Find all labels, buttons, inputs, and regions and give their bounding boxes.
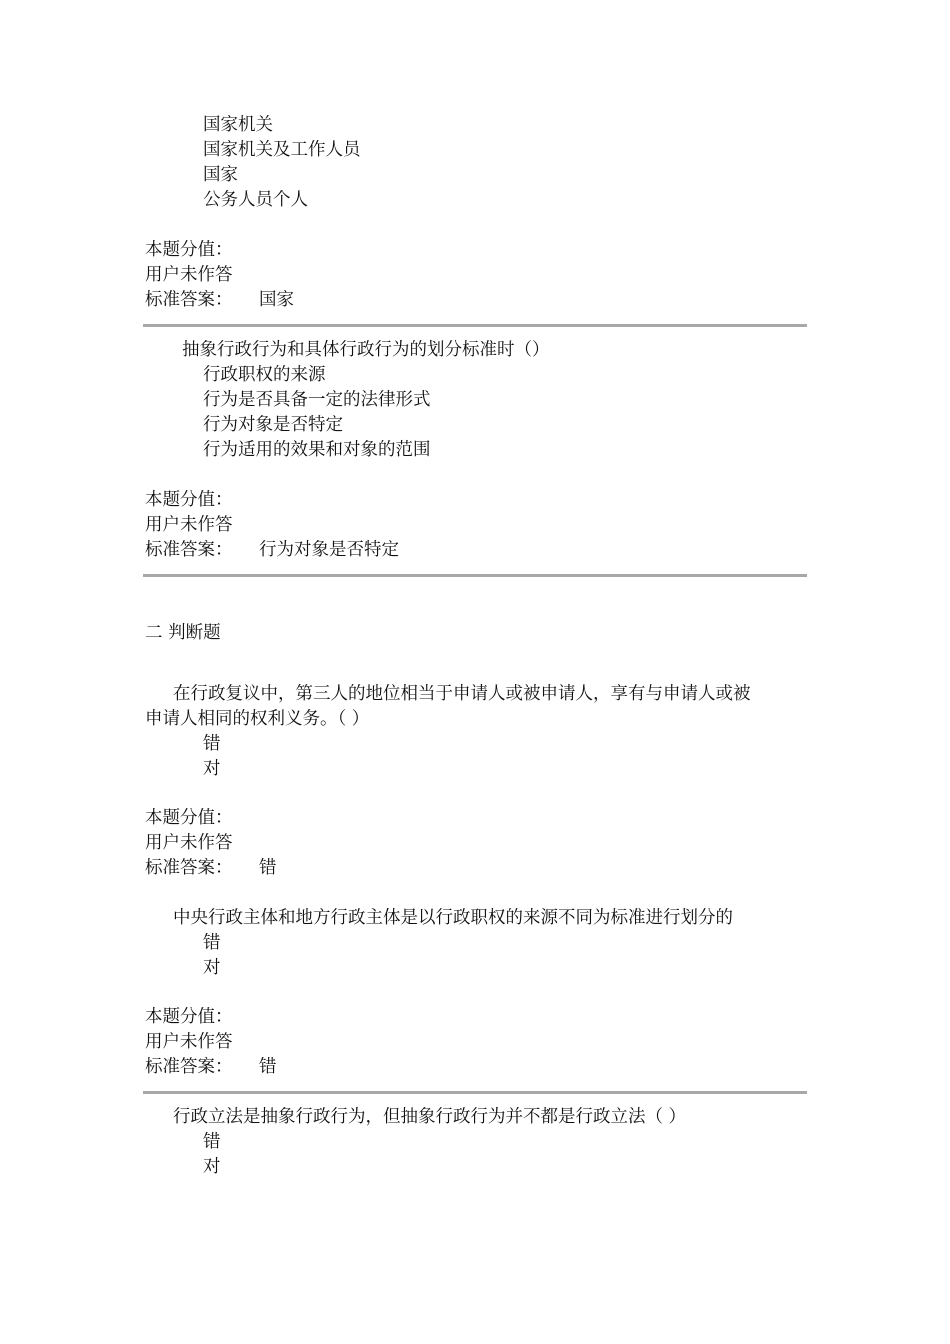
score-label: 本题分值：	[145, 808, 233, 828]
option-wrong[interactable]: 错	[203, 1132, 221, 1152]
option-wrong[interactable]: 错	[203, 734, 221, 754]
standard-answer-row	[145, 538, 399, 562]
option-effect-scope[interactable]: 行为适用的效果和对象的范围	[203, 440, 431, 460]
divider	[143, 574, 807, 577]
standard-answer-value: 国家	[259, 290, 294, 310]
section-title: 二 判断题	[145, 623, 221, 643]
option-civil-servant[interactable]: 公务人员个人	[203, 190, 308, 210]
standard-answer-value: 错	[259, 858, 277, 878]
score-label: 本题分值：	[145, 1007, 233, 1027]
standard-answer-label: 标准答案：	[145, 1057, 233, 1077]
user-status: 用户未作答	[145, 515, 233, 535]
option-state[interactable]: 国家	[203, 165, 238, 185]
standard-answer-row	[145, 1055, 277, 1079]
standard-answer-label: 标准答案：	[145, 540, 233, 560]
option-source-of-power[interactable]: 行政职权的来源	[203, 365, 326, 385]
user-status: 用户未作答	[145, 833, 233, 853]
question-stem-line2: 申请人相同的权利义务。（ ）	[145, 709, 370, 729]
option-object-specific[interactable]: 行为对象是否特定	[203, 415, 343, 435]
option-state-organ[interactable]: 国家机关	[203, 115, 273, 135]
standard-answer-value: 错	[259, 1057, 277, 1077]
question-stem: 行政立法是抽象行政行为，但抽象行政行为并不都是行政立法（ ）	[173, 1107, 687, 1127]
standard-answer-label: 标准答案：	[145, 858, 233, 878]
question-stem-line1: 在行政复议中，第三人的地位相当于申请人或被申请人，享有与申请人或被	[173, 684, 751, 704]
question-stem: 抽象行政行为和具体行政行为的划分标准时（）	[182, 340, 550, 360]
option-right[interactable]: 对	[203, 958, 221, 978]
score-label: 本题分值：	[145, 490, 233, 510]
standard-answer-row	[145, 288, 294, 312]
divider	[143, 324, 807, 327]
user-status: 用户未作答	[145, 265, 233, 285]
divider	[143, 1091, 807, 1094]
question-stem: 中央行政主体和地方行政主体是以行政职权的来源不同为标准进行划分的	[173, 908, 733, 928]
standard-answer-value: 行为对象是否特定	[259, 540, 399, 560]
option-right[interactable]: 对	[203, 759, 221, 779]
score-label: 本题分值：	[145, 240, 233, 260]
standard-answer-label: 标准答案：	[145, 290, 233, 310]
option-legal-form[interactable]: 行为是否具备一定的法律形式	[203, 390, 431, 410]
option-wrong[interactable]: 错	[203, 933, 221, 953]
option-state-organ-and-staff[interactable]: 国家机关及工作人员	[203, 140, 361, 160]
standard-answer-row	[145, 856, 277, 880]
option-right[interactable]: 对	[203, 1157, 221, 1177]
user-status: 用户未作答	[145, 1032, 233, 1052]
